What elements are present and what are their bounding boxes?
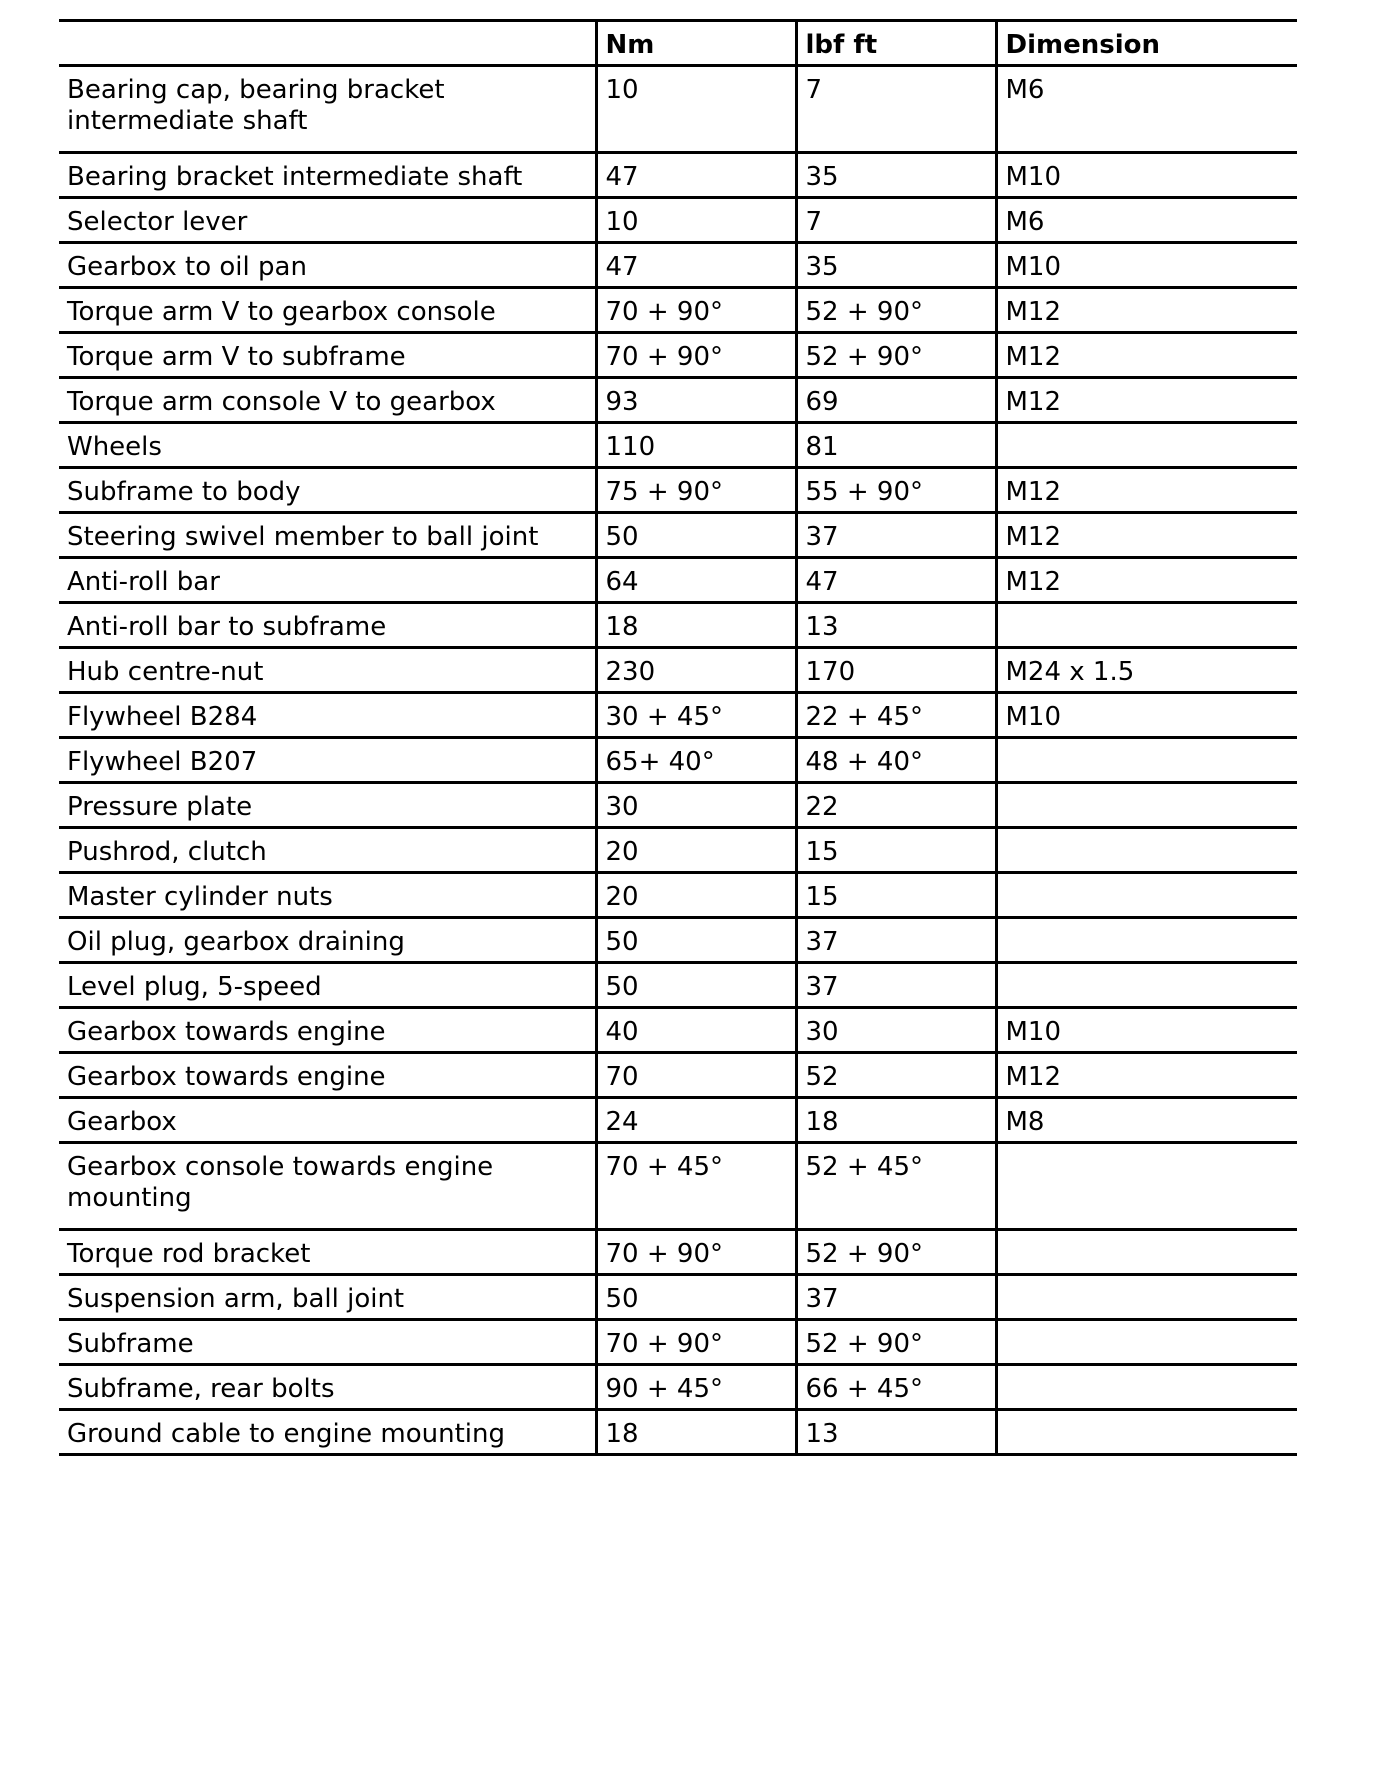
cell-component: Gearbox towards engine [59,1008,596,1053]
cell-component: Torque arm console V to gearbox [59,378,596,423]
cell-dimension: M12 [996,288,1297,333]
cell-lbf-ft: 13 [796,603,996,648]
table-row [59,1053,1297,1098]
cell-nm: 18 [596,603,796,648]
table-row [59,1230,1297,1275]
cell-dimension: M10 [996,1008,1297,1053]
table-row [59,828,1297,873]
cell-component: Anti-roll bar [59,558,596,603]
cell-dimension [996,873,1297,918]
cell-lbf-ft: 52 [796,1053,996,1098]
cell-dimension [996,828,1297,873]
cell-dimension: M12 [996,468,1297,513]
header-lbf-ft: lbf ft [796,21,996,66]
cell-nm: 10 [596,66,796,153]
table-row [59,1143,1297,1230]
table-row [59,1365,1297,1410]
cell-dimension [996,1410,1297,1455]
cell-lbf-ft: 37 [796,513,996,558]
table-row [59,693,1297,738]
cell-nm: 70 + 90° [596,1320,796,1365]
cell-nm: 70 + 45° [596,1143,796,1230]
cell-lbf-ft: 52 + 90° [796,1230,996,1275]
cell-nm: 20 [596,873,796,918]
cell-nm: 50 [596,513,796,558]
cell-nm: 20 [596,828,796,873]
table-row [59,603,1297,648]
cell-dimension: M12 [996,378,1297,423]
cell-component: Torque rod bracket [59,1230,596,1275]
cell-nm: 65+ 40° [596,738,796,783]
cell-dimension [996,783,1297,828]
cell-component: Selector lever [59,198,596,243]
cell-nm: 64 [596,558,796,603]
table-row [59,1410,1297,1455]
cell-dimension [996,1230,1297,1275]
cell-lbf-ft: 15 [796,873,996,918]
cell-component: Subframe, rear bolts [59,1365,596,1410]
cell-lbf-ft: 37 [796,963,996,1008]
torque-spec-table [59,19,1297,1456]
cell-lbf-ft: 52 + 90° [796,333,996,378]
cell-dimension [996,963,1297,1008]
cell-nm: 70 [596,1053,796,1098]
cell-dimension [996,1365,1297,1410]
cell-lbf-ft: 18 [796,1098,996,1143]
cell-nm: 70 + 90° [596,333,796,378]
cell-component: Anti-roll bar to subframe [59,603,596,648]
table-row [59,1008,1297,1053]
cell-dimension: M6 [996,198,1297,243]
table-row [59,243,1297,288]
cell-lbf-ft: 37 [796,918,996,963]
cell-nm: 50 [596,963,796,1008]
table-row [59,873,1297,918]
cell-dimension: M12 [996,333,1297,378]
cell-component: Bearing bracket intermediate shaft [59,153,596,198]
cell-nm: 30 + 45° [596,693,796,738]
cell-dimension: M10 [996,693,1297,738]
cell-lbf-ft: 7 [796,198,996,243]
cell-nm: 24 [596,1098,796,1143]
cell-component: Pressure plate [59,783,596,828]
cell-component: Subframe [59,1320,596,1365]
table-row [59,1098,1297,1143]
cell-nm: 40 [596,1008,796,1053]
cell-lbf-ft: 22 [796,783,996,828]
cell-lbf-ft: 22 + 45° [796,693,996,738]
cell-component: Gearbox to oil pan [59,243,596,288]
cell-lbf-ft: 7 [796,66,996,153]
cell-lbf-ft: 37 [796,1275,996,1320]
cell-dimension [996,603,1297,648]
header-nm: Nm [596,21,796,66]
cell-nm: 18 [596,1410,796,1455]
table-header-row [59,21,1297,66]
cell-component: Flywheel B207 [59,738,596,783]
cell-dimension [996,738,1297,783]
cell-component: Torque arm V to subframe [59,333,596,378]
cell-component: Suspension arm, ball joint [59,1275,596,1320]
cell-component: Master cylinder nuts [59,873,596,918]
cell-component: Gearbox [59,1098,596,1143]
cell-lbf-ft: 52 + 90° [796,1320,996,1365]
cell-lbf-ft: 81 [796,423,996,468]
cell-component: Oil plug, gearbox draining [59,918,596,963]
table-row [59,1275,1297,1320]
cell-nm: 90 + 45° [596,1365,796,1410]
cell-nm: 230 [596,648,796,693]
cell-lbf-ft: 15 [796,828,996,873]
cell-dimension: M24 x 1.5 [996,648,1297,693]
cell-nm: 75 + 90° [596,468,796,513]
cell-nm: 30 [596,783,796,828]
cell-dimension [996,1143,1297,1230]
cell-component: Subframe to body [59,468,596,513]
cell-component: Steering swivel member to ball joint [59,513,596,558]
cell-nm: 70 + 90° [596,288,796,333]
cell-component: Flywheel B284 [59,693,596,738]
cell-dimension: M6 [996,66,1297,153]
cell-nm: 110 [596,423,796,468]
table-row [59,738,1297,783]
cell-component: Ground cable to engine mounting [59,1410,596,1455]
cell-dimension [996,1275,1297,1320]
cell-component: Bearing cap, bearing bracket intermediate shaft [59,66,596,153]
cell-component: Hub centre-nut [59,648,596,693]
table-row [59,333,1297,378]
cell-lbf-ft: 170 [796,648,996,693]
cell-dimension: M8 [996,1098,1297,1143]
cell-dimension [996,423,1297,468]
header-component [59,21,596,66]
cell-nm: 50 [596,1275,796,1320]
table-row [59,66,1297,153]
cell-lbf-ft: 52 + 45° [796,1143,996,1230]
cell-lbf-ft: 55 + 90° [796,468,996,513]
table-row [59,648,1297,693]
cell-nm: 10 [596,198,796,243]
table-row [59,468,1297,513]
table-row [59,288,1297,333]
cell-nm: 70 + 90° [596,1230,796,1275]
table-row [59,1320,1297,1365]
cell-nm: 47 [596,243,796,288]
cell-nm: 93 [596,378,796,423]
cell-nm: 50 [596,918,796,963]
cell-component: Gearbox towards engine [59,1053,596,1098]
cell-dimension: M12 [996,1053,1297,1098]
cell-nm: 47 [596,153,796,198]
cell-component: Torque arm V to gearbox console [59,288,596,333]
cell-component: Wheels [59,423,596,468]
cell-component: Level plug, 5-speed [59,963,596,1008]
cell-dimension [996,1320,1297,1365]
table-row [59,558,1297,603]
table-body [59,66,1297,1455]
cell-dimension: M10 [996,153,1297,198]
cell-dimension [996,918,1297,963]
cell-lbf-ft: 13 [796,1410,996,1455]
cell-lbf-ft: 52 + 90° [796,288,996,333]
cell-dimension: M12 [996,558,1297,603]
table-row [59,513,1297,558]
table-row [59,963,1297,1008]
cell-component: Pushrod, clutch [59,828,596,873]
table-row [59,918,1297,963]
cell-lbf-ft: 47 [796,558,996,603]
cell-component: Gearbox console towards engine mounting [59,1143,596,1230]
table-row [59,153,1297,198]
table-row [59,378,1297,423]
cell-lbf-ft: 30 [796,1008,996,1053]
cell-lbf-ft: 69 [796,378,996,423]
header-dimension: Dimension [996,21,1297,66]
table-row [59,423,1297,468]
cell-lbf-ft: 48 + 40° [796,738,996,783]
table-row [59,783,1297,828]
cell-dimension: M12 [996,513,1297,558]
table-row [59,198,1297,243]
cell-lbf-ft: 35 [796,243,996,288]
cell-lbf-ft: 35 [796,153,996,198]
cell-dimension: M10 [996,243,1297,288]
cell-lbf-ft: 66 + 45° [796,1365,996,1410]
